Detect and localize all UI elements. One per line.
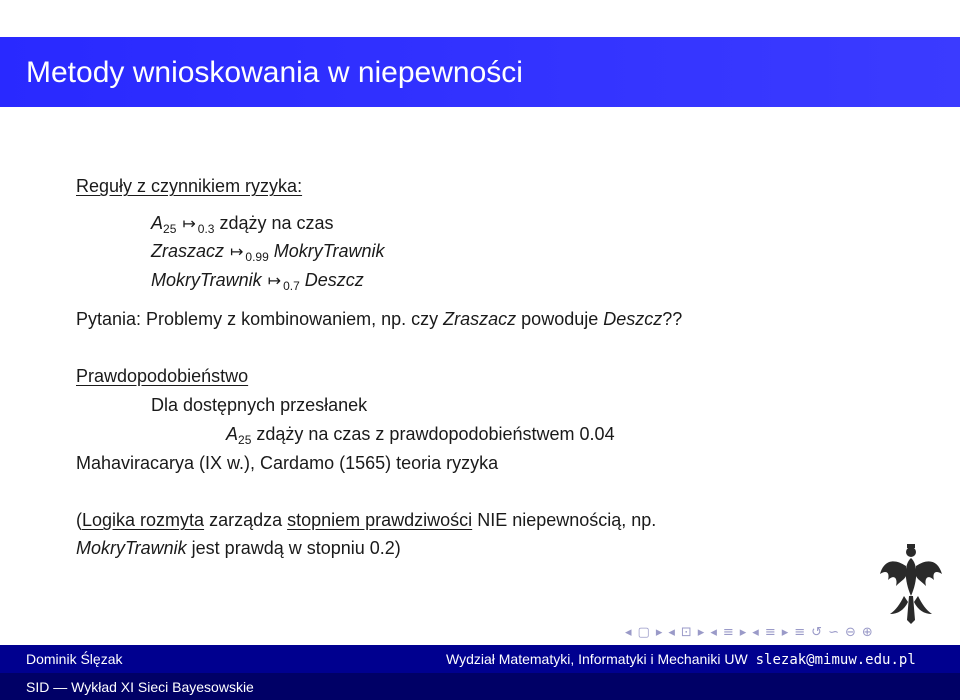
nav-zoom-in-icon[interactable]: ⊕ (861, 624, 873, 640)
footer-institution: Wydział Matematyki, Informatyki i Mechaniki UW slezak@mimuw.edu.pl (446, 651, 916, 668)
fuzzy-line-2: MokryTrawnik jest prawdą w stopniu 0.2) (76, 538, 401, 558)
footer-bottom-row (0, 673, 960, 700)
questions-line: Pytania: Problemy z kombinowaniem, np. czy Zraszacz powoduje Deszcz?? (76, 309, 683, 329)
mapsto-icon: ↦ (230, 242, 244, 261)
eagle-emblem-icon (876, 540, 946, 626)
footer-author: Dominik Ślęzak (26, 651, 123, 667)
footer-lecture: SID — Wykład XI Sieci Bayesowskie (26, 679, 254, 695)
nav-subsection-icon[interactable]: ⊡ (680, 624, 692, 640)
nav-frame-icon[interactable]: ▢ (637, 624, 650, 640)
mapsto-icon: ↦ (267, 271, 282, 290)
mapsto-icon: ↦ (182, 214, 196, 233)
nav-part-icon[interactable]: ≡ (764, 624, 776, 640)
nav-next-subsection-icon[interactable]: ▸ (697, 624, 705, 640)
probability-heading: Prawdopodobieństwo (76, 366, 249, 386)
footer-email: slezak@mimuw.edu.pl (755, 652, 916, 668)
nav-prev-section-icon[interactable]: ◂ (710, 624, 717, 640)
slide-title: Metody wnioskowania w niepewności (26, 56, 523, 89)
fuzzy-line-1: (Logika rozmyta zarządza stopniem prawdziwości NIE niepewnością, np. (76, 510, 657, 530)
probability-line-3: Mahaviracarya (IX w.), Cardamo (1565) teoria ryzyka (76, 453, 499, 473)
nav-next-frame-icon[interactable]: ▸ (655, 624, 663, 640)
rule-3: MokryTrawnik ↦ $_{0.7}$ Deszcz (151, 270, 364, 293)
beamer-navigation (625, 624, 955, 640)
nav-next-section-icon[interactable]: ▸ (739, 624, 747, 640)
probability-line-1: Dla dostępnych przesłanek (151, 395, 368, 415)
truth-degree-link[interactable]: stopniem prawdziwości (287, 510, 473, 530)
probability-line-2: $A_{25}$ zdąży na czas z prawdopodobieństwem 0.04 (226, 424, 615, 447)
nav-section-icon[interactable]: ≡ (722, 624, 734, 640)
nav-next-part-icon[interactable]: ▸ (781, 624, 789, 640)
fuzzy-logic-link[interactable]: Logika rozmyta (82, 510, 205, 530)
footer (0, 645, 960, 700)
nav-back-icon[interactable]: ↺ (811, 624, 823, 640)
nav-search-icon[interactable]: ∽ (828, 624, 839, 640)
footer-top-row (0, 645, 960, 673)
rule-2: Zraszacz ↦ $_{0.99}$ MokryTrawnik (151, 241, 385, 264)
nav-toc-icon[interactable]: ≡ (794, 624, 806, 640)
nav-zoom-out-icon[interactable]: ⊖ (844, 624, 856, 640)
rules-heading: Reguły z czynnikiem ryzyka: (76, 176, 303, 196)
nav-prev-frame-icon[interactable]: ◂ (625, 624, 632, 640)
rule-1: $A_{25}$ ↦ $_{0.3}$ zdąży na czas (151, 213, 334, 236)
nav-prev-subsection-icon[interactable]: ◂ (668, 624, 675, 640)
nav-prev-part-icon[interactable]: ◂ (752, 624, 759, 640)
